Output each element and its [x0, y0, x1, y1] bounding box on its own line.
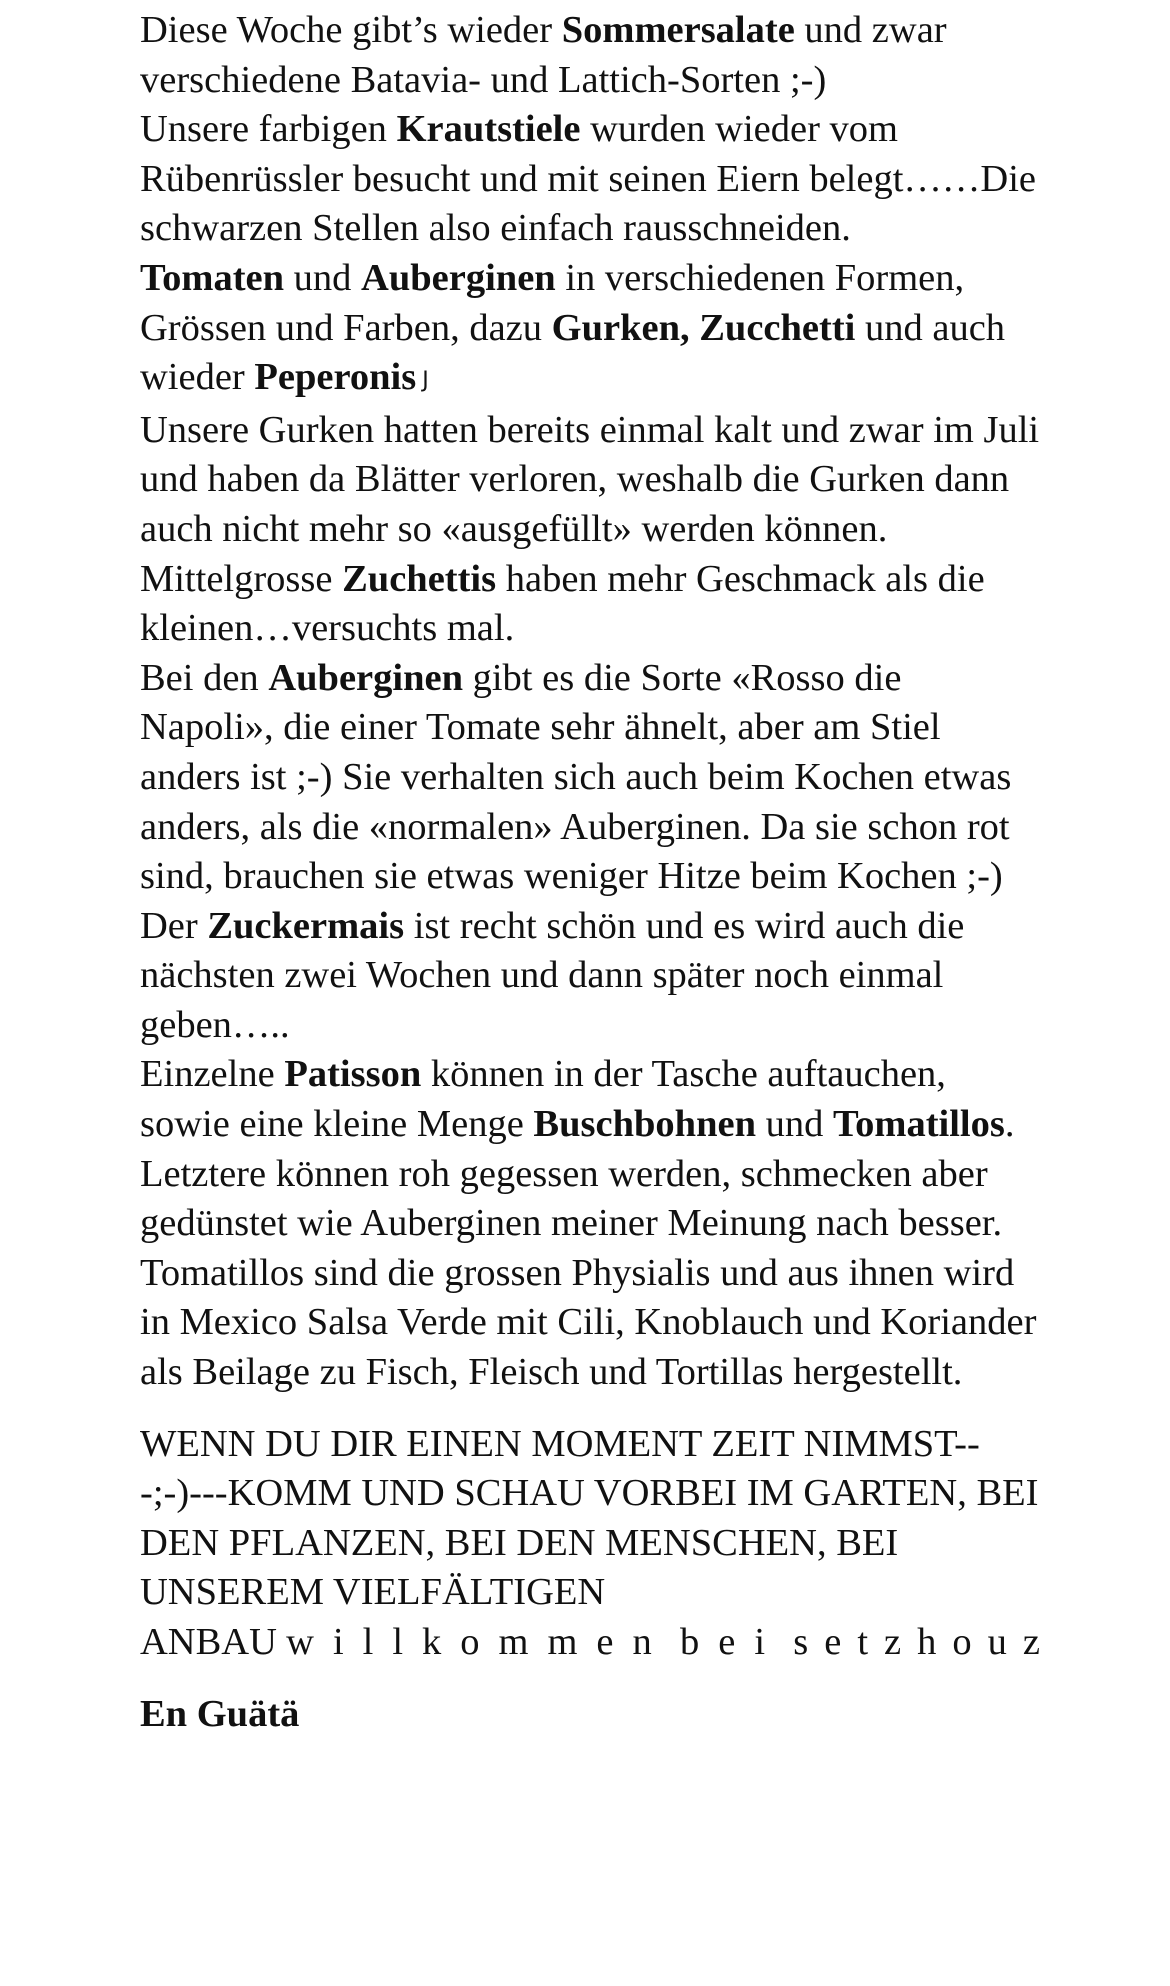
text-span: Diese Woche gibt’s wieder	[140, 9, 562, 51]
bold-term: Zuchettis	[342, 557, 497, 600]
text-span: können in der Tasche auftauchen, sowie eine kleine Menge	[140, 1053, 946, 1146]
bold-term: Krautstiele	[396, 108, 581, 151]
text-span: Bei den	[140, 656, 269, 699]
closing-word: bei	[680, 1621, 785, 1663]
text-span: und	[284, 256, 362, 299]
bold-term: Zuckermais	[207, 904, 405, 947]
paragraph-krautstiele	[140, 105, 1040, 254]
bold-term: Tomatillos	[832, 1103, 1005, 1146]
text-span: Unsere Gurken hatten bereits einmal kalt und zwar im Juli und haben da Blätter verloren, weshalb die Gurken dann auch nicht mehr so «ausgefüllt» werden können.	[140, 408, 1040, 550]
bold-term: Tomaten	[140, 256, 285, 299]
bold-term: Buschbohnen	[533, 1103, 756, 1146]
text-span: Unsere farbigen	[140, 108, 397, 151]
newsletter-text	[140, 6, 1056, 1739]
paragraph-tomaten	[140, 254, 1040, 406]
closing-word: ANBAU	[140, 1621, 277, 1663]
bold-term: Peperonis	[254, 356, 417, 399]
paragraph-patisson	[140, 1050, 1040, 1149]
bold-term: Gurken, Zucchetti	[551, 306, 856, 349]
text-span: Mittelgrosse	[140, 557, 343, 600]
invitation-closing-line	[140, 1618, 1056, 1668]
closing-word: willkommen	[286, 1621, 671, 1663]
smiley-glyph: J	[422, 368, 429, 394]
paragraph-tomatillos	[140, 1150, 1040, 1398]
closing-word: setzhouz	[793, 1621, 1056, 1663]
paragraph-sommersalate	[140, 6, 1040, 105]
text-span: wurden wieder vom Rübenrüssler besucht und mit seinen Eiern belegt……Die schwarzen Stellen also einfach rausschneiden.	[140, 108, 1036, 250]
paragraph-zuckermais	[140, 902, 1040, 1051]
bold-term: Patisson	[284, 1053, 422, 1096]
invitation-text: WENN DU DIR EINEN MOMENT ZEIT NIMMST---;-)---KOMM UND SCHAU VORBEI IM GARTEN, BEI DEN PFLANZEN, BEI DEN MENSCHEN, BEI UNSEREM VIELFÄLTIGEN	[140, 1422, 1039, 1614]
invitation-block	[140, 1420, 1040, 1618]
bold-term: Auberginen	[268, 656, 463, 699]
text-span: in verschiedenen Formen, Grössen und Farben, dazu	[140, 256, 965, 349]
paragraph-gurken	[140, 406, 1040, 555]
text-span: ist recht schön und es wird auch die nächsten zwei Wochen und dann später noch einmal geben…..	[140, 904, 965, 1046]
paragraph-zuchettis	[140, 555, 1040, 654]
text-span: Der	[140, 904, 208, 947]
text-span: Letztere können roh gegessen werden, schmecken aber gedünstet wie Auberginen meiner Meinung nach besser. Tomatillos sind die grossen Physialis und aus ihnen wird in Mexico Salsa Verde mit Cili, Knoblauch und Koriander als Beilage zu Fisch, Fleisch und Tortillas hergestellt.	[140, 1152, 1037, 1394]
text-span: .	[1004, 1103, 1015, 1146]
bold-term: Sommersalate	[561, 9, 795, 51]
text-span: Einzelne	[140, 1053, 285, 1096]
text-span: und	[755, 1103, 833, 1146]
text-span: und zwar verschiedene Batavia- und Lattich-Sorten ;-)	[140, 9, 947, 101]
greeting: En Guätä	[140, 1692, 300, 1735]
text-span: gibt es die Sorte «Rosso die Napoli», die einer Tomate sehr ähnelt, aber am Stiel anders ist ;-) Sie verhalten sich auch beim Kochen etwas anders, als die «normalen» Auberginen. Da sie schon rot sind, brauchen sie etwas weniger Hitze beim Kochen ;-)	[140, 656, 1012, 898]
text-span: haben mehr Geschmack als die kleinen…versuchts mal.	[140, 557, 985, 650]
text-span: und auch wieder	[140, 306, 1006, 399]
bold-term: Auberginen	[361, 256, 556, 299]
paragraph-auberginen	[140, 654, 1040, 902]
